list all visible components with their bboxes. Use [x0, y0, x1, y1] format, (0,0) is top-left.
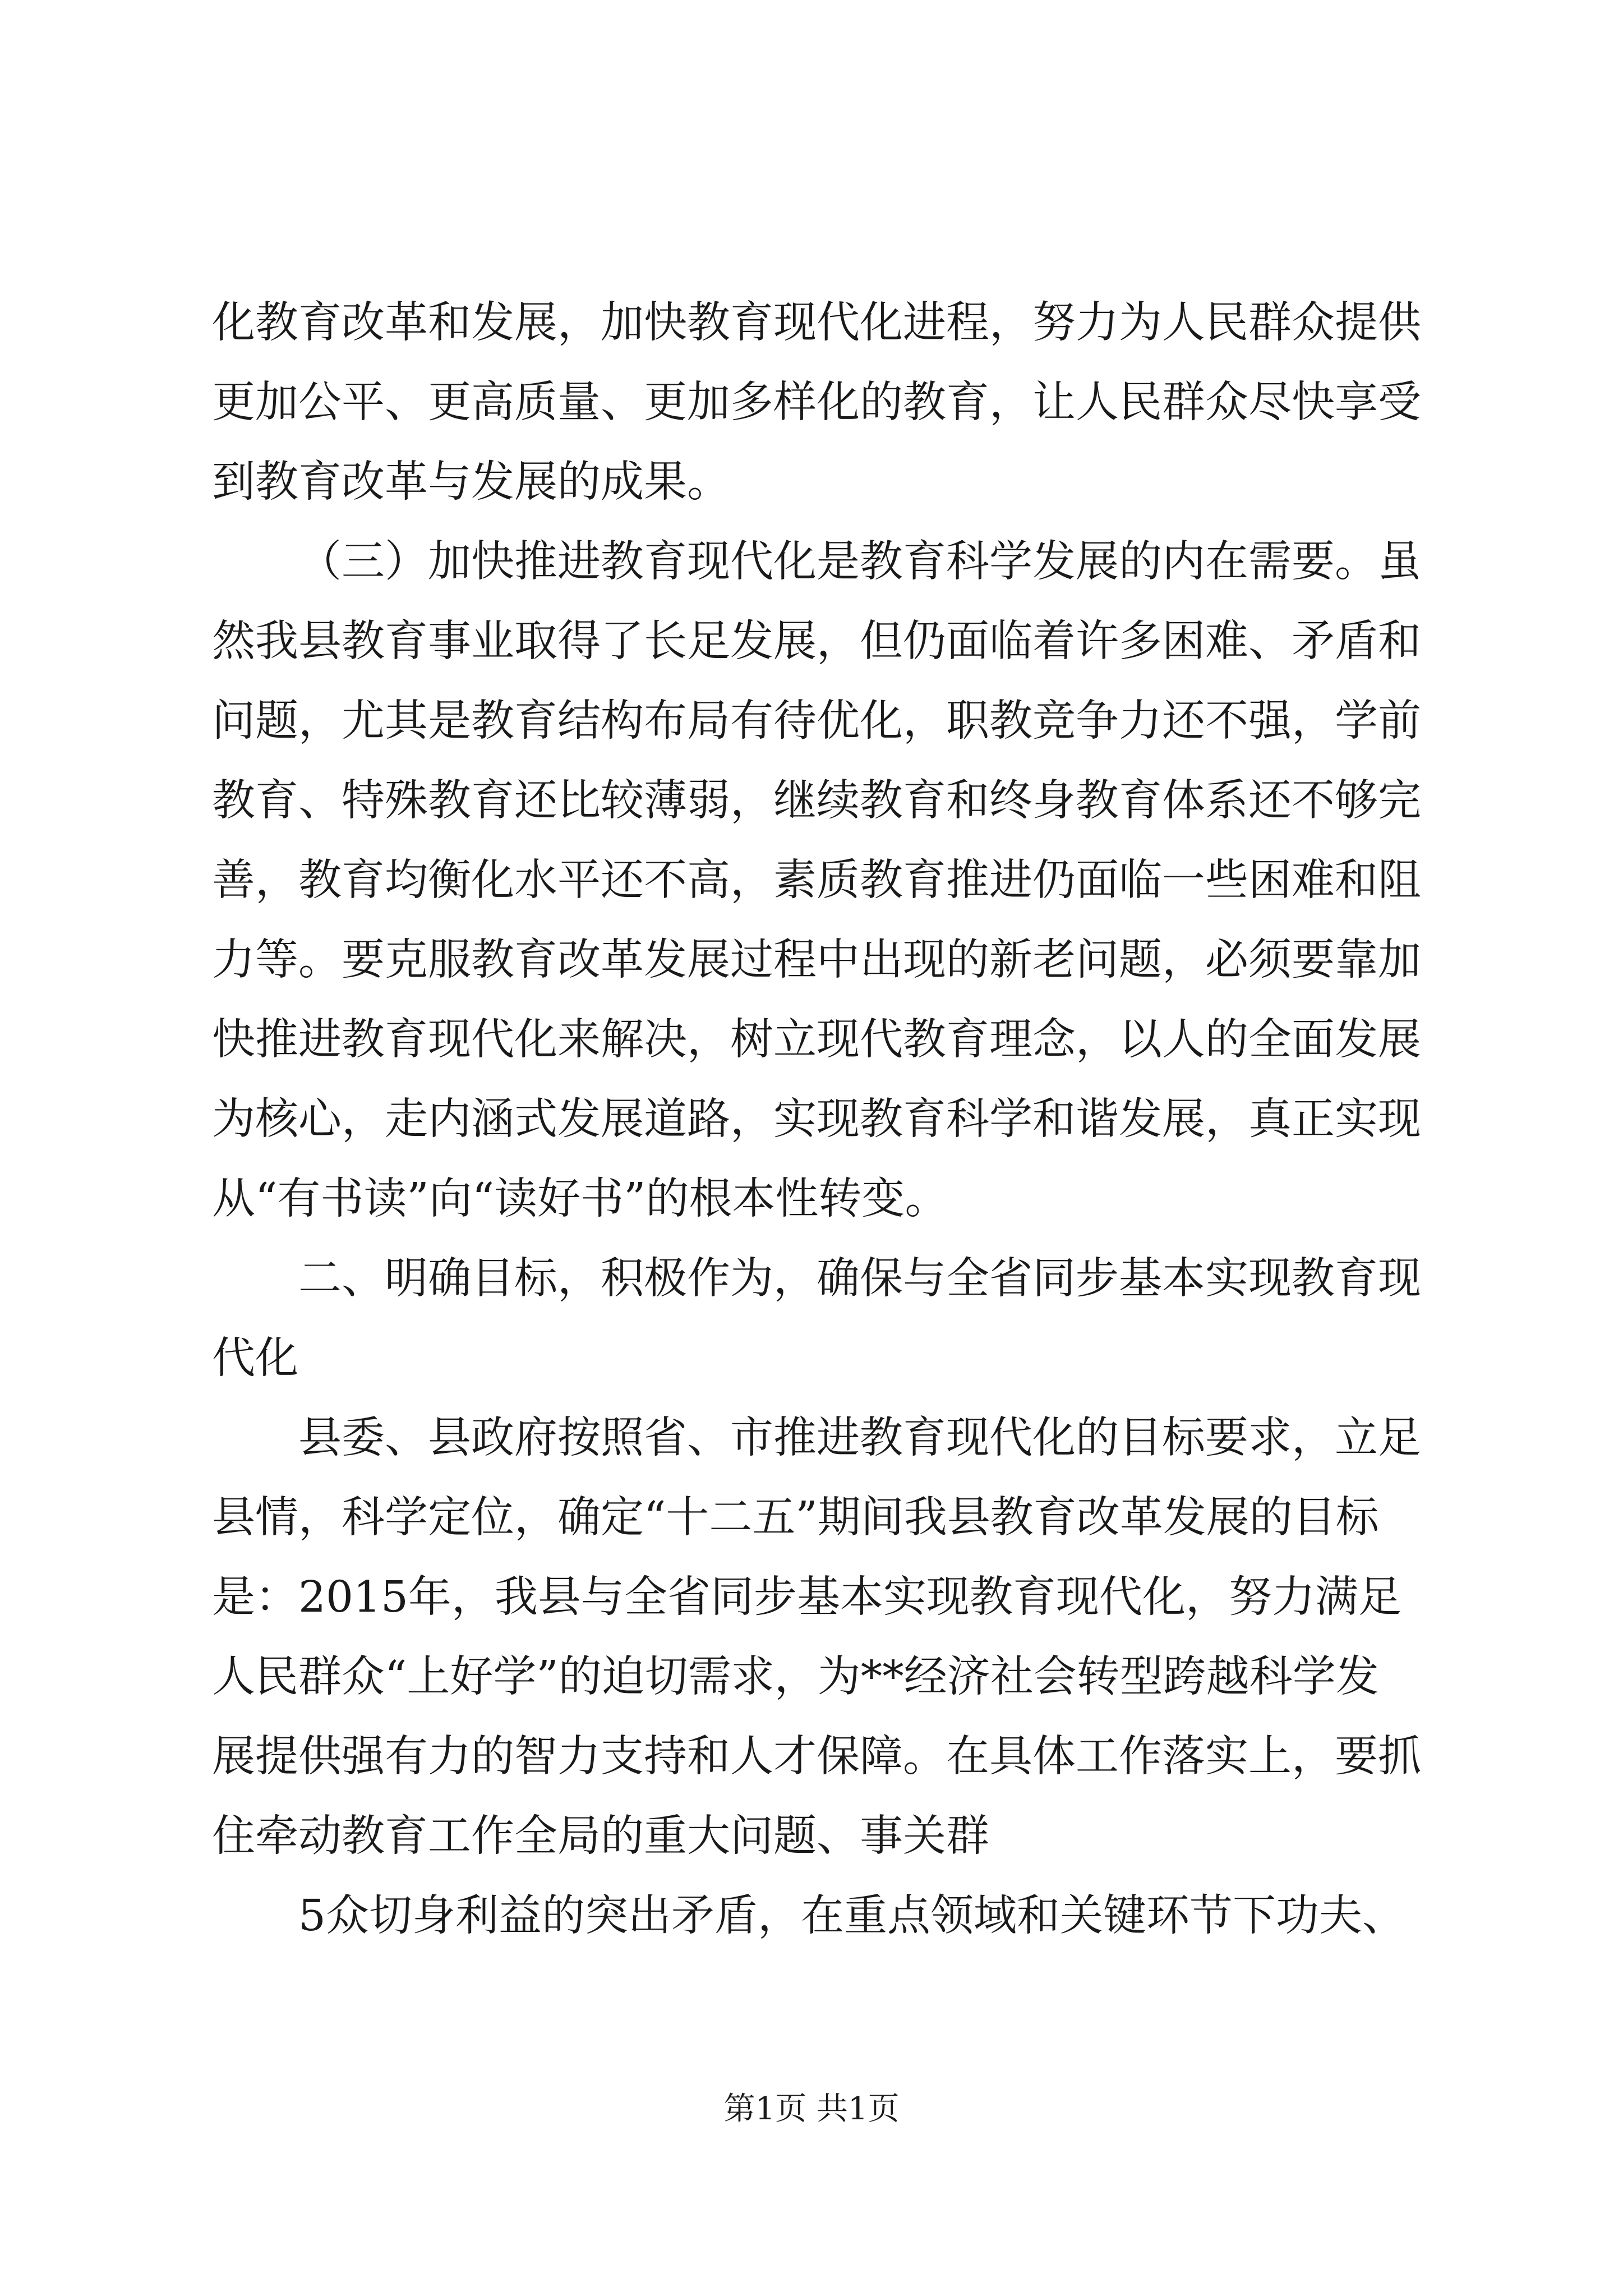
document-body: [212, 283, 1423, 1956]
text-line: 县情，科学定位，确定“十二五”期间我县教育改革发展的目标: [212, 1493, 1379, 1543]
text-line: 为核心，走内涵式发展道路，实现教育科学和谐发展，真正实现: [212, 1094, 1421, 1144]
text-line: 到教育改革与发展的成果。: [212, 457, 730, 507]
text-line: 是：2015年，我县与全省同步基本实现教育现代化，努力满足: [212, 1572, 1401, 1622]
text-line: 化教育改革和发展，加快教育现代化进程，努力为人民群众提供: [212, 298, 1421, 348]
paragraph-section-3: [212, 522, 1423, 1239]
text-line: 县委、县政府按照省、市推进教育现代化的目标要求，立足: [298, 1413, 1421, 1463]
section-heading-2: [212, 1239, 1423, 1398]
text-line: 代化: [212, 1333, 298, 1383]
text-line: 快推进教育现代化来解决，树立现代教育理念，以人的全面发展: [212, 1015, 1421, 1065]
paragraph-continued: [212, 283, 1423, 522]
text-line: 展提供强有力的智力支持和人才保障。在具体工作落实上，要抓: [212, 1732, 1421, 1782]
text-line: 5众切身利益的突出矛盾，在重点领域和关键环节下功夫、: [298, 1891, 1405, 1941]
text-line: 人民群众“上好学”的迫切需求，为**经济社会转型跨越科学发: [212, 1652, 1379, 1702]
text-line: 从“有书读”向“读好书”的根本性转变。: [212, 1174, 948, 1224]
text-line: （三）加快推进教育现代化是教育科学发展的内在需要。虽: [298, 537, 1421, 587]
paragraph-goals: [212, 1398, 1423, 1876]
paragraph-fragment: [212, 1876, 1423, 1956]
text-line: 问题，尤其是教育结构布局有待优化，职教竞争力还不强，学前: [212, 696, 1421, 746]
text-line: 力等。要克服教育改革发展过程中出现的新老问题，必须要靠加: [212, 935, 1421, 985]
text-line: 更加公平、更高质量、更加多样化的教育，让人民群众尽快享受: [212, 378, 1421, 427]
text-line: 教育、特殊教育还比较薄弱，继续教育和终身教育体系还不够完: [212, 776, 1421, 826]
page-number-footer: 第1页 共1页: [723, 2091, 900, 2127]
text-line: 然我县教育事业取得了长足发展，但仍面临着许多困难、矛盾和: [212, 616, 1421, 666]
text-line: 住牵动教育工作全局的重大问题、事关群: [212, 1811, 989, 1861]
text-line: 二、明确目标，积极作为，确保与全省同步基本实现教育现: [298, 1254, 1421, 1304]
text-line: 善，教育均衡化水平还不高，素质教育推进仍面临一些困难和阻: [212, 855, 1421, 905]
